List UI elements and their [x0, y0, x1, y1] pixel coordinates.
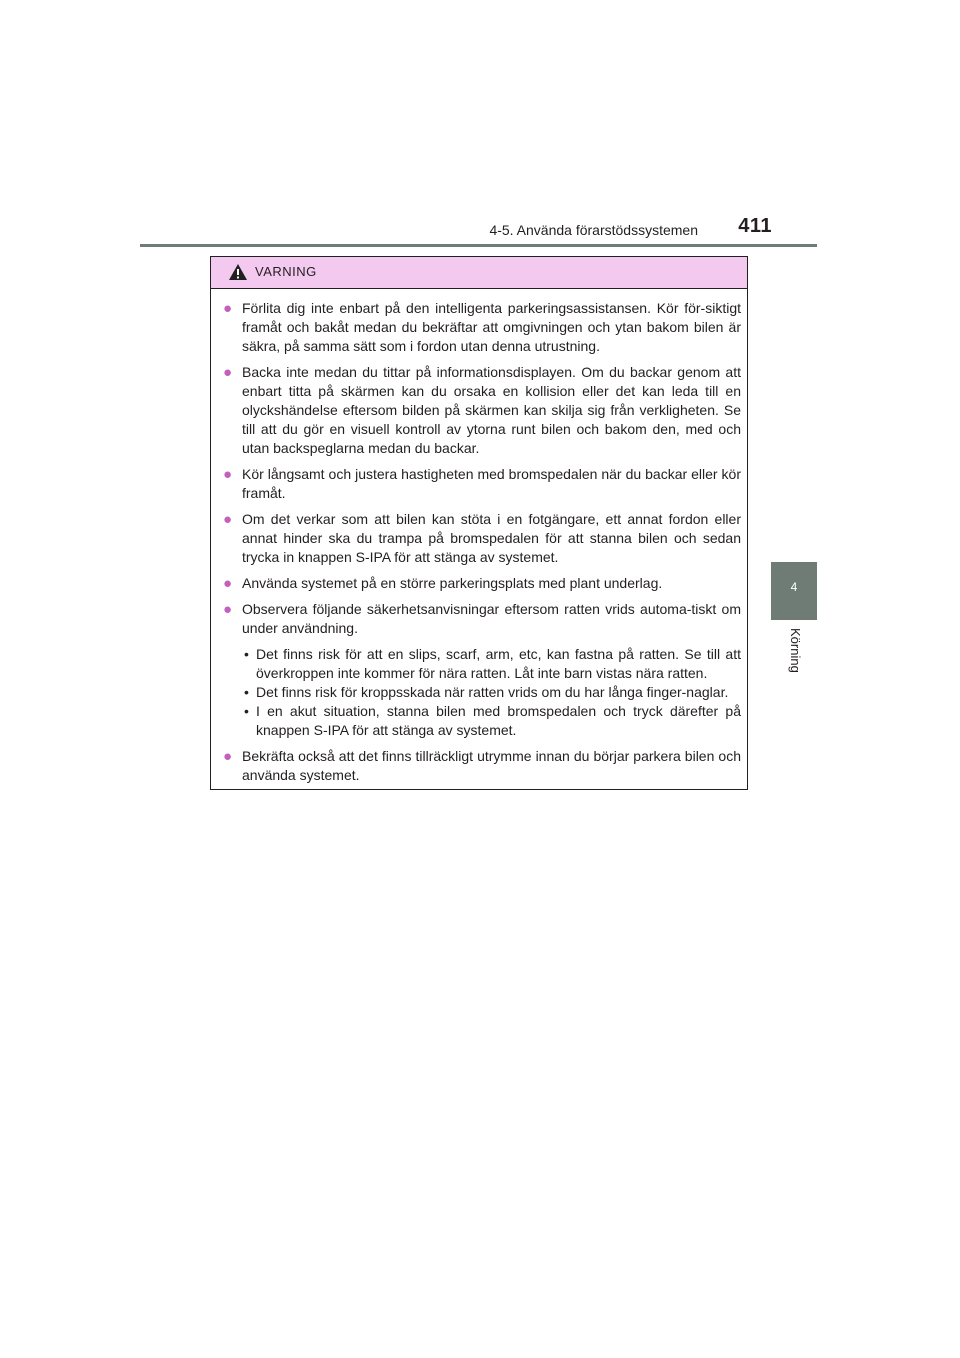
chapter-tab: [771, 562, 817, 620]
bullet-icon: ●: [223, 748, 233, 765]
warning-item: [223, 600, 741, 740]
bullet-icon: ●: [223, 575, 233, 592]
bullet-icon: ●: [223, 364, 233, 381]
section-title: 4-5. Använda förarstödssystemen: [489, 222, 698, 238]
warning-item-text: Om det verkar som att bilen kan stöta i en fotgängare, ett annat fordon eller annat hinder ska du trampa på bromspedalen för att stanna bilen och sedan trycka in knappen S-IPA för att stänga av systemet.: [242, 511, 741, 565]
warning-item-text: Observera följande säkerhetsanvisningar eftersom ratten vrids automa-tiskt om under användning.: [242, 601, 741, 636]
bullet-icon: ●: [223, 300, 233, 317]
header-rule: [140, 244, 817, 247]
sub-list: [242, 645, 741, 740]
warning-triangle-icon: [228, 263, 248, 281]
page-header: [140, 212, 817, 246]
chapter-label: Körning: [788, 628, 803, 673]
bullet-icon: ●: [223, 511, 233, 528]
sub-bullet-icon: •: [244, 684, 249, 700]
sub-list-item-text: Det finns risk för att en slips, scarf, arm, etc, kan fastna på ratten. Se till att överkroppen inte kommer för nära ratten. Låt inte barn vistas nära ratten.: [256, 646, 741, 681]
warning-item-text: Bekräfta också att det finns tillräckligt utrymme innan du börjar parkera bilen och använda systemet.: [242, 748, 741, 783]
warning-box: [210, 256, 748, 790]
warning-item: [223, 510, 741, 567]
bullet-icon: ●: [223, 466, 233, 483]
sub-bullet-icon: •: [244, 703, 249, 719]
warning-title: VARNING: [255, 264, 317, 279]
warning-item: [223, 363, 741, 458]
warning-item-text: Förlita dig inte enbart på den intelligenta parkeringsassistansen. Kör för-siktigt framåt och bakåt medan du bekräftar att omgivningen och ytan bakom bilen är säkra, på samma sätt som i fordon utan denna utrustning.: [242, 300, 741, 354]
warning-header: [211, 257, 747, 289]
warning-item-text: Kör långsamt och justera hastigheten med bromspedalen när du backar eller kör framåt.: [242, 466, 741, 501]
sub-list-item: [242, 702, 741, 740]
warning-item: [223, 574, 741, 593]
page-number: 411: [738, 215, 772, 237]
sub-list-item-text: Det finns risk för kroppsskada när ratten vrids om du har långa finger-naglar.: [256, 684, 729, 700]
warning-item-text: Använda systemet på en större parkeringsplats med plant underlag.: [242, 575, 663, 591]
sub-list-item-text: I en akut situation, stanna bilen med bromspedalen och tryck därefter på knappen S-IPA för att stänga av systemet.: [256, 703, 741, 738]
sub-list-item: [242, 645, 741, 683]
sub-list-item: [242, 683, 741, 702]
warning-body: [211, 289, 747, 785]
sub-bullet-icon: •: [244, 646, 249, 662]
warning-item-text: Backa inte medan du tittar på informationsdisplayen. Om du backar genom att enbart titta på skärmen kan du orsaka en kollision eller det kan leda till en olyckshändelse eftersom bilden på skärmen kan skilja sig från verkligheten. Se till att du gör en visuell kontroll av ytorna runt bilen och bakom den, med och utan backspeglarna medan du backar.: [242, 364, 741, 456]
warning-item: [223, 747, 741, 785]
chapter-number: 4: [790, 580, 798, 594]
bullet-icon: ●: [223, 601, 233, 618]
warning-item: [223, 465, 741, 503]
warning-item: [223, 299, 741, 356]
